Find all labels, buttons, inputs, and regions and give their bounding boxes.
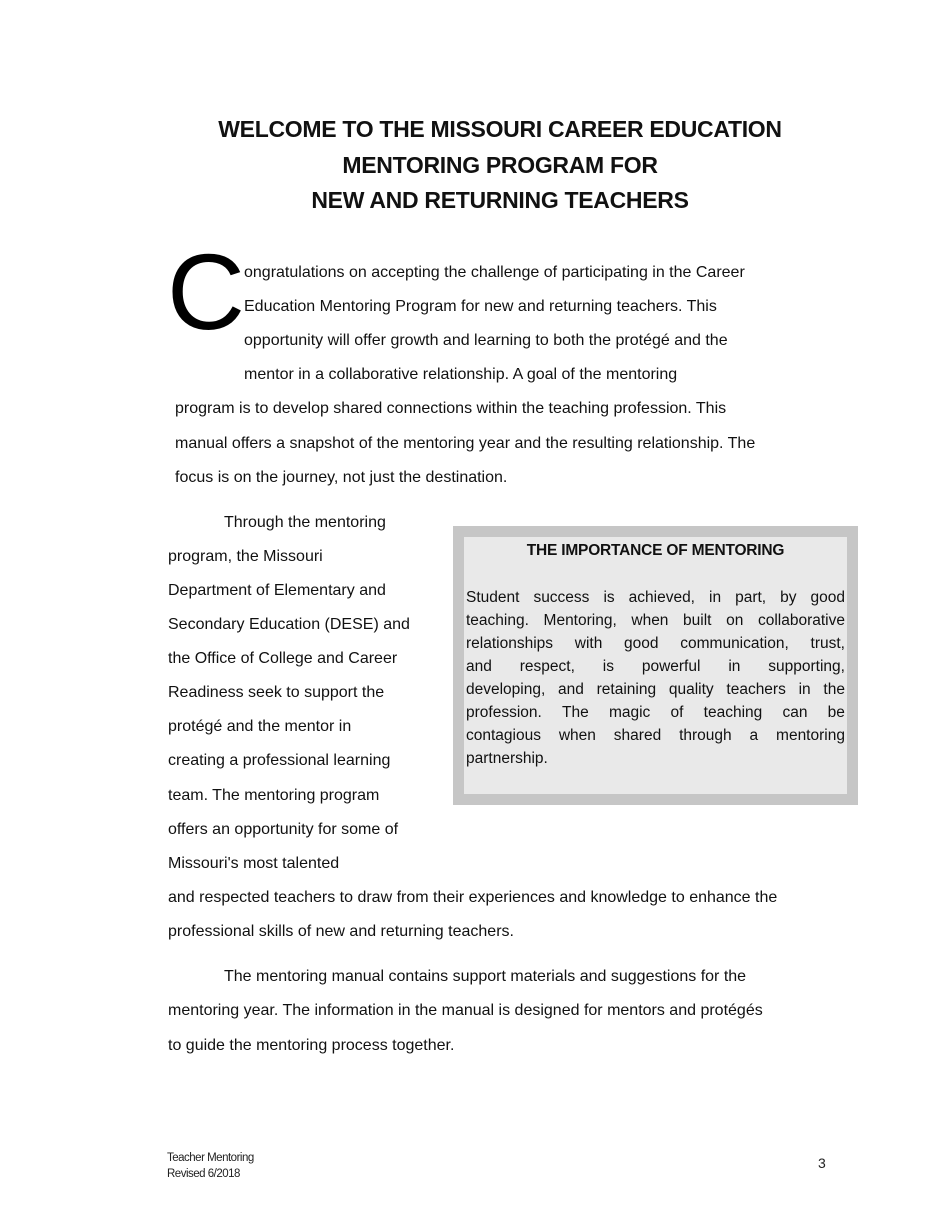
sidebar-word: in <box>728 658 741 675</box>
sidebar-word: contagious <box>466 727 541 744</box>
sidebar-word: be <box>827 704 845 721</box>
intro-line: focus is on the journey, not just the destination. <box>175 469 508 486</box>
body-line: professional skills of new and returning teachers. <box>168 923 514 940</box>
sidebar-word: partnership. <box>466 750 548 767</box>
intro-line: manual offers a snapshot of the mentoring year and the resulting relationship. The <box>175 435 756 452</box>
page-number: 3 <box>818 1155 826 1171</box>
sidebar-line <box>466 678 845 701</box>
body-line: Readiness seek to support the <box>168 684 385 701</box>
sidebar-word: developing, <box>466 681 546 698</box>
sidebar-word: part, <box>735 589 767 606</box>
sidebar-line <box>466 632 845 655</box>
sidebar-word: retaining <box>596 681 657 698</box>
sidebar-word: teachers <box>726 681 786 698</box>
body-line: offers an opportunity for some of <box>168 821 399 838</box>
sidebar-line <box>466 586 845 609</box>
footer <box>167 1150 254 1182</box>
body-line: the Office of College and Career <box>168 650 398 667</box>
sidebar-word: trust, <box>810 635 845 652</box>
sidebar-word: quality <box>668 681 714 698</box>
sidebar-word: is <box>603 589 615 606</box>
intro-line: ongratulations on accepting the challenge of participating in the Career <box>244 264 745 281</box>
sidebar-word: relationships <box>466 635 554 652</box>
importance-sidebar <box>453 526 858 805</box>
body-line: and respected teachers to draw from their experiences and knowledge to enhance the <box>168 889 778 906</box>
sidebar-word: teaching. <box>466 612 529 629</box>
body-line: program, the Missouri <box>168 548 323 565</box>
footer-revision: Revised 6/2018 <box>167 1168 240 1180</box>
sidebar-word: good <box>624 635 659 652</box>
intro-line: mentor in a collaborative relationship. A goal of the mentoring <box>244 366 678 383</box>
sidebar-line <box>466 701 845 724</box>
sidebar-word: by <box>780 589 797 606</box>
title-line-3: NEW AND RETURNING TEACHERS <box>311 187 689 213</box>
sidebar-word: good <box>810 589 845 606</box>
body-line: The mentoring manual contains support materials and suggestions for the <box>224 968 747 985</box>
sidebar-word: with <box>574 635 603 652</box>
sidebar-word: built <box>683 612 712 629</box>
sidebar-word: Mentoring, <box>543 612 617 629</box>
body-line: Missouri's most talented <box>168 855 340 872</box>
sidebar-word: in <box>709 589 722 606</box>
body-line: protégé and the mentor in <box>168 718 352 735</box>
sidebar-word: communication, <box>680 635 789 652</box>
sidebar-word: in <box>798 681 811 698</box>
sidebar-word: teaching <box>703 704 763 721</box>
body-line: creating a professional learning <box>168 752 391 769</box>
intro-line: opportunity will offer growth and learning to both the protégé and the <box>244 332 728 349</box>
body-line: Secondary Education (DESE) and <box>168 616 410 633</box>
sidebar-word: and <box>558 681 584 698</box>
body-line: Through the mentoring <box>224 514 386 531</box>
sidebar-word: collaborative <box>757 612 845 629</box>
sidebar-word: respect, <box>519 658 575 675</box>
sidebar-line <box>466 655 845 678</box>
body-line: Department of Elementary and <box>168 582 386 599</box>
sidebar-word: shared <box>613 727 662 744</box>
sidebar-word: profession. <box>466 704 542 721</box>
sidebar-word: when <box>631 612 669 629</box>
title-line-2: MENTORING PROGRAM FOR <box>342 151 658 178</box>
sidebar-word: and <box>466 658 492 675</box>
sidebar-word: through <box>679 727 732 744</box>
sidebar-word: can <box>782 704 808 721</box>
sidebar-word: when <box>558 727 596 744</box>
body-line: mentoring year. The information in the manual is designed for mentors and protégés <box>168 1002 763 1019</box>
sidebar-word: of <box>670 704 684 721</box>
title-line-1: WELCOME TO THE MISSOURI CAREER EDUCATION <box>218 116 782 142</box>
sidebar-panel <box>464 537 847 794</box>
sidebar-word: is <box>602 658 614 675</box>
sidebar-word: mentoring <box>776 727 845 744</box>
body-line: to guide the mentoring process together. <box>168 1037 455 1054</box>
drop-cap-letter: C <box>167 231 245 352</box>
sidebar-body <box>466 586 845 770</box>
sidebar-line <box>466 609 845 632</box>
sidebar-word: on <box>726 612 744 629</box>
page-title <box>150 112 850 219</box>
sidebar-title: THE IMPORTANCE OF MENTORING <box>526 542 785 559</box>
sidebar-word: achieved, <box>628 589 695 606</box>
sidebar-word: The <box>562 704 589 721</box>
sidebar-word: magic <box>608 704 651 721</box>
sidebar-line <box>466 747 845 770</box>
sidebar-word: powerful <box>641 658 701 675</box>
sidebar-word: the <box>823 681 845 698</box>
sidebar-word: success <box>533 589 590 606</box>
sidebar-word: supporting, <box>768 658 845 675</box>
body-line: team. The mentoring program <box>168 787 380 804</box>
sidebar-word: Student <box>466 589 520 606</box>
sidebar-line <box>466 724 845 747</box>
sidebar-word: a <box>749 727 759 744</box>
intro-line: Education Mentoring Program for new and returning teachers. This <box>244 298 717 315</box>
intro-line: program is to develop shared connections within the teaching profession. This <box>175 400 727 417</box>
footer-doc-title: Teacher Mentoring <box>167 1152 254 1164</box>
